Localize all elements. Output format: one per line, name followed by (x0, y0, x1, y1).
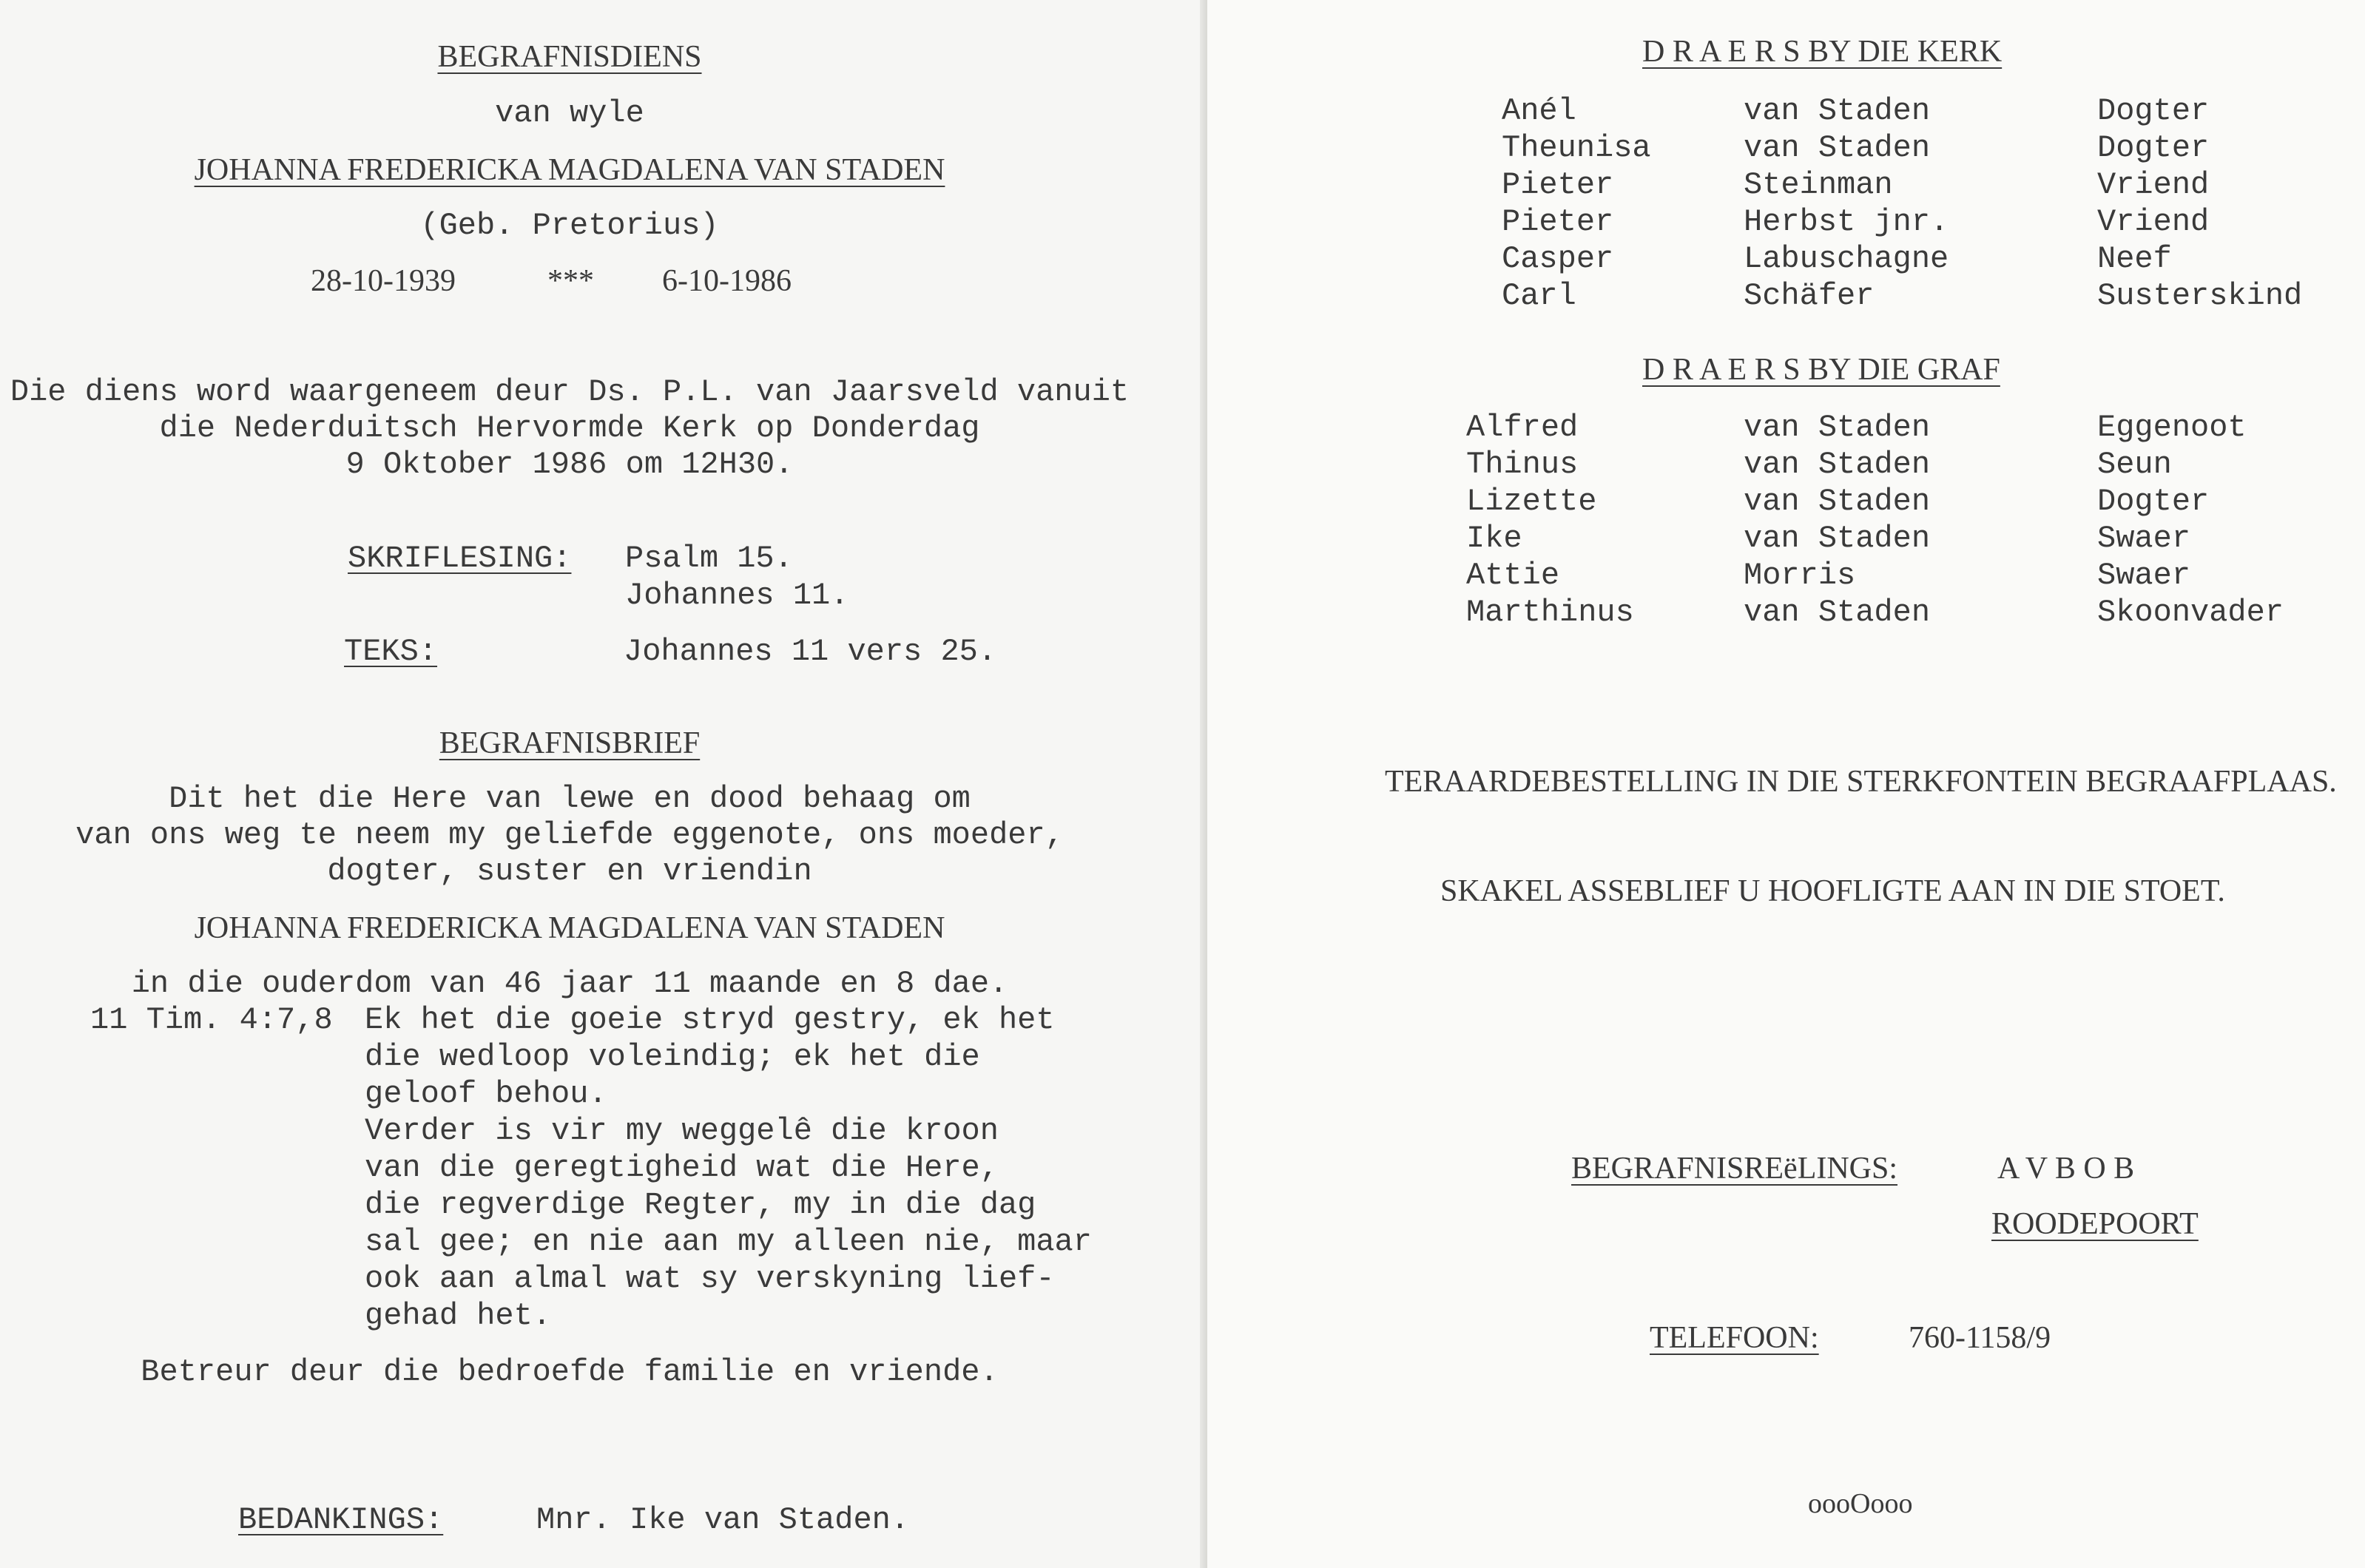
bearer-first-name: Thinus (1466, 447, 1579, 482)
service-line: Die diens word waargeneem deur Ds. P.L. van Jaarsveld vanuit (10, 374, 1130, 410)
verse-line: die regverdige Regter, my in die dag (365, 1187, 1036, 1223)
reading-label: SKRIFLESING: (348, 541, 572, 576)
bearer-first-name: Attie (1466, 558, 1560, 593)
verse-line: Verder is vir my weggelê die kroon (365, 1113, 999, 1149)
letter-line: dogter, suster en vriendin (327, 854, 812, 889)
arrangements-town: ROODEPOORT (1991, 1207, 2199, 1241)
bearer-relation: Susterskind (2097, 278, 2303, 314)
van-wyle-line: van wyle (495, 95, 644, 131)
bearer-surname: van Staden (1744, 410, 1931, 445)
service-heading: BEGRAFNISDIENS (437, 40, 702, 74)
phone-label: TELEFOON: (1650, 1321, 1819, 1355)
bearer-first-name: Anél (1502, 93, 1576, 129)
text-value: Johannes 11 vers 25. (624, 634, 997, 669)
thanks-value: Mnr. Ike van Staden. (536, 1502, 910, 1538)
bearer-first-name: Ike (1466, 521, 1522, 556)
bearer-relation: Skoonvader (2097, 595, 2284, 630)
bearer-relation: Dogter (2097, 93, 2210, 129)
bearer-relation: Vriend (2097, 204, 2210, 240)
verse-line: Ek het die goeie stryd gestry, ek het (365, 1002, 1055, 1038)
bearer-relation: Vriend (2097, 167, 2210, 203)
bearer-first-name: Marthinus (1466, 595, 1634, 630)
verse-line: geloof behou. (365, 1076, 607, 1112)
age-line: in die ouderdom van 46 jaar 11 maande en 8 dae. (131, 966, 1008, 1001)
bearer-relation: Dogter (2097, 130, 2210, 166)
thanks-label: BEDANKINGS: (238, 1502, 444, 1538)
bearer-surname: van Staden (1744, 93, 1931, 129)
bearer-surname: Herbst jnr. (1744, 204, 1949, 240)
bearer-first-name: Casper (1502, 241, 1614, 277)
right-page (1207, 0, 2365, 1568)
reading-john: Johannes 11. (625, 578, 849, 613)
bearer-first-name: Lizette (1466, 484, 1597, 519)
bearer-surname: van Staden (1744, 484, 1931, 519)
grave-bearers-heading: D R A E R S BY DIE GRAF (1642, 353, 2000, 387)
verse-line: sal gee; en nie aan my alleen nie, maar (365, 1224, 1092, 1260)
verse-reference: 11 Tim. 4:7,8 (90, 1002, 333, 1038)
bearer-relation: Seun (2097, 447, 2172, 482)
verse-line: die wedloop voleindig; ek het die (365, 1039, 980, 1075)
bearer-relation: Swaer (2097, 558, 2191, 593)
bearer-first-name: Pieter (1502, 167, 1614, 203)
bearer-surname: Schäfer (1744, 278, 1875, 314)
verse-line: ook aan almal wat sy verskyning lief- (365, 1261, 1055, 1297)
reading-psalm: Psalm 15. (625, 541, 793, 576)
bearer-surname: van Staden (1744, 130, 1931, 166)
text-label: TEKS: (344, 634, 438, 669)
end-mark: oooOooo (1808, 1488, 1913, 1519)
letter-deceased-name: JOHANNA FREDERICKA MAGDALENA VAN STADEN (194, 911, 945, 945)
bearer-surname: Morris (1744, 558, 1856, 593)
mourned-line: Betreur deur die bedroefde familie en vriende. (141, 1354, 999, 1390)
service-line: die Nederduitsch Hervormde Kerk op Donderdag (159, 410, 980, 446)
deceased-name: JOHANNA FREDERICKA MAGDALENA VAN STADEN (194, 153, 945, 187)
bearer-first-name: Alfred (1466, 410, 1579, 445)
arrangements-label: BEGRAFNISREëLINGS: (1571, 1152, 1898, 1186)
headlights-notice: SKAKEL ASSEBLIEF U HOOFLIGTE AAN IN DIE STOET. (1440, 874, 2225, 908)
church-bearers-heading: D R A E R S BY DIE KERK (1642, 35, 2003, 69)
bearer-surname: Labuschagne (1744, 241, 1949, 277)
letter-line: van ons weg te neem my geliefde eggenote, ons moeder, (75, 817, 1064, 853)
bearer-relation: Swaer (2097, 521, 2191, 556)
bearer-first-name: Theunisa (1502, 130, 1651, 166)
bearer-relation: Eggenoot (2097, 410, 2247, 445)
burial-location-line: TERAARDEBESTELLING IN DIE STERKFONTEIN BEGRAAFPLAAS. (1385, 765, 2337, 799)
arrangements-company: A V B O B (1997, 1152, 2135, 1186)
date-separator: *** (547, 264, 594, 298)
letter-heading: BEGRAFNISBRIEF (439, 726, 701, 760)
birth-date: 28-10-1939 (311, 264, 456, 298)
bearer-surname: van Staden (1744, 595, 1931, 630)
bearer-surname: Steinman (1744, 167, 1893, 203)
bearer-first-name: Pieter (1502, 204, 1614, 240)
bearer-first-name: Carl (1502, 278, 1576, 314)
phone-number: 760-1158/9 (1909, 1321, 2051, 1355)
bearer-surname: van Staden (1744, 521, 1931, 556)
bearer-relation: Dogter (2097, 484, 2210, 519)
verse-line: van die geregtigheid wat die Here, (365, 1150, 999, 1186)
maiden-name: (Geb. Pretorius) (420, 208, 719, 243)
service-line: 9 Oktober 1986 om 12H30. (345, 447, 794, 482)
verse-line: gehad het. (365, 1298, 552, 1334)
letter-line: Dit het die Here van lewe en dood behaag om (169, 781, 971, 817)
bearer-surname: van Staden (1744, 447, 1931, 482)
death-date: 6-10-1986 (662, 264, 792, 298)
bearer-relation: Neef (2097, 241, 2172, 277)
